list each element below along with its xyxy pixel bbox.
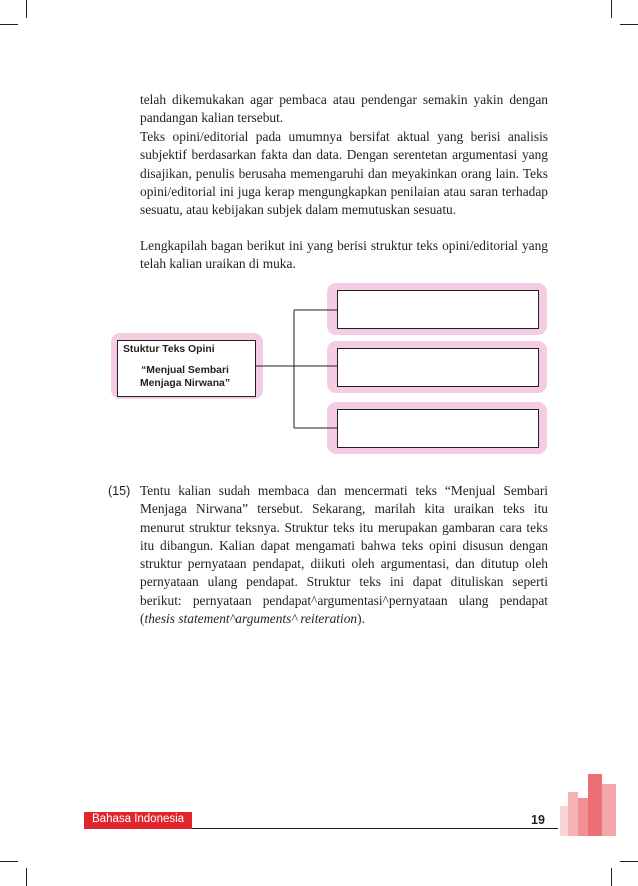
crop-mark — [0, 861, 18, 862]
crop-mark — [620, 24, 638, 25]
item-number: (15) — [108, 484, 131, 498]
footer-book-title: Bahasa Indonesia — [92, 813, 185, 825]
item-15-paragraph — [140, 482, 548, 628]
structure-box-2[interactable] — [337, 348, 539, 387]
item-15-text-end: ). — [357, 611, 365, 627]
crop-mark — [26, 0, 27, 18]
footer-decoration — [560, 774, 622, 836]
paragraph-3: Lengkapilah bagan berikut ini yang berisi struktur teks opini/editorial yang telah kalian uraikan di muka. — [140, 238, 548, 272]
paragraph-2: Teks opini/editorial pada umumnya bersifat aktual yang berisi analisis subjektif berdasarkan fakta dan data. Dengan serentetan argumentasi yang disajikan, penulis berusaha memengaruhi dan meyakinkan orang lain. Teks opini/editorial ini juga kerap mengungkapkan penilaian atau saran terhadap sesuatu, atau kebijakan subjek dalam memutuskan sesuatu. — [140, 129, 548, 218]
item-15-italic-text: thesis statement^arguments^ reiteration — [144, 611, 358, 627]
paragraph-1: telah dikemukakan agar pembaca atau pendengar semakin yakin dengan pandangan kalian tersebut. — [140, 92, 548, 126]
item-15-text: Tentu kalian sudah membaca dan mencermati teks “Menjual Sembari Menjaga Nirwana” tersebut. Sekarang, marilah kita uraikan teks itu menurut struktur teksnya. Struktur teks itu merupakan gambaran cara teks itu dibangun. Kalian dapat mengamati bahwa teks opini disusun dengan struktur pernyataan pendapat, diikuti oleh argumentasi, dan ditutup oleh pernyataan ulang pendapat. Struktur teks ini dapat dituliskan seperti berikut: pernyataan pendapat^argumentasi^pernyataan ulang pendapat ( — [140, 483, 548, 627]
structure-box-1[interactable] — [337, 290, 539, 329]
crop-mark — [26, 868, 27, 886]
structure-box-3[interactable] — [337, 409, 539, 448]
crop-mark — [0, 24, 18, 25]
root-box — [117, 340, 256, 397]
page-number: 19 — [531, 813, 545, 827]
root-box-subtitle: “Menjual Sembari Menjaga Nirwana” — [139, 364, 231, 389]
crop-mark — [611, 868, 612, 886]
crop-mark — [611, 0, 612, 18]
crop-mark — [620, 861, 638, 862]
footer-rule — [192, 828, 558, 829]
root-box-title: Stuktur Teks Opini — [123, 344, 215, 355]
